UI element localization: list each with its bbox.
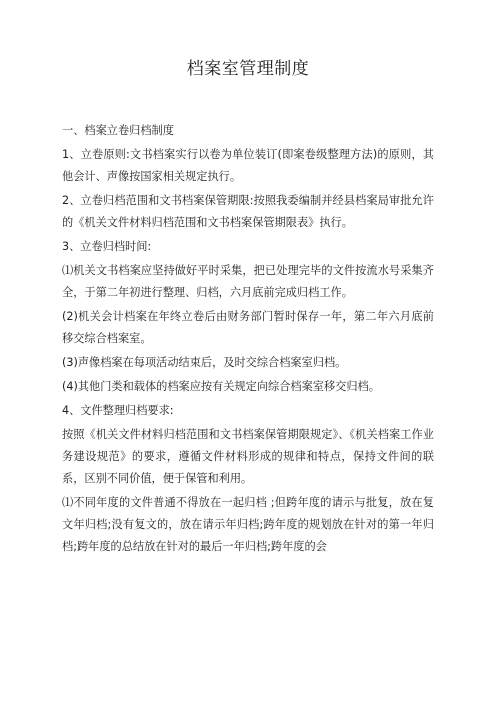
paragraph: 3、立卷归档时间: [62,240,152,253]
paragraph: 1、立卷原则:文书档案实行以卷为单位装订(即案卷级整理方法)的原则，其他会计、声像按国家相关规定执行。 [62,148,434,183]
paragraph: 按照《机关文件材料归档范围和文书档案保管期限规定》、《机关档案工作业务建设规范》的要求，遵循文件材料形成的规律和特点，保持文件间的联系，区别不同价值，便于保管和利用。 [62,428,434,485]
document-title: 档案室管理制度 [186,59,310,79]
paragraph: ⑴不同年度的文件普通不得放在一起归档 ;但跨年度的请示与批复，放在复文年归档;没有复文的，放在请示年归档;跨年度的规划放在针对的第一年归档;跨年度的总结放在针对的最后一年归档;跨年度的会 [62,496,434,553]
section-heading: 一、档案立卷归档制度 [62,124,174,137]
paragraph: 4、文件整理归档要求: [62,404,174,417]
paragraph: ⑴机关文书档案应坚持做好平时采集，把已处理完毕的文件按流水号采集齐全，于第二年初进行整理、归档，六月底前完成归档工作。 [62,264,434,299]
paragraph: 2、立卷归档范围和文书档案保管期限:按照我委编制并经县档案局审批允许的《机关文件材料归档范围和文书档案保管期限表》执行。 [62,194,434,229]
paragraph: (3)声像档案在每项活动结束后，及时交综合档案室归档。 [62,356,347,369]
paragraph: (2)机关会计档案在年终立卷后由财务部门暂时保存一年，第二年六月底前移交综合档案室。 [62,310,434,345]
paragraph: (4)其他门类和载体的档案应按有关规定向综合档案室移交归档。 [62,380,380,393]
document-body [62,120,434,560]
